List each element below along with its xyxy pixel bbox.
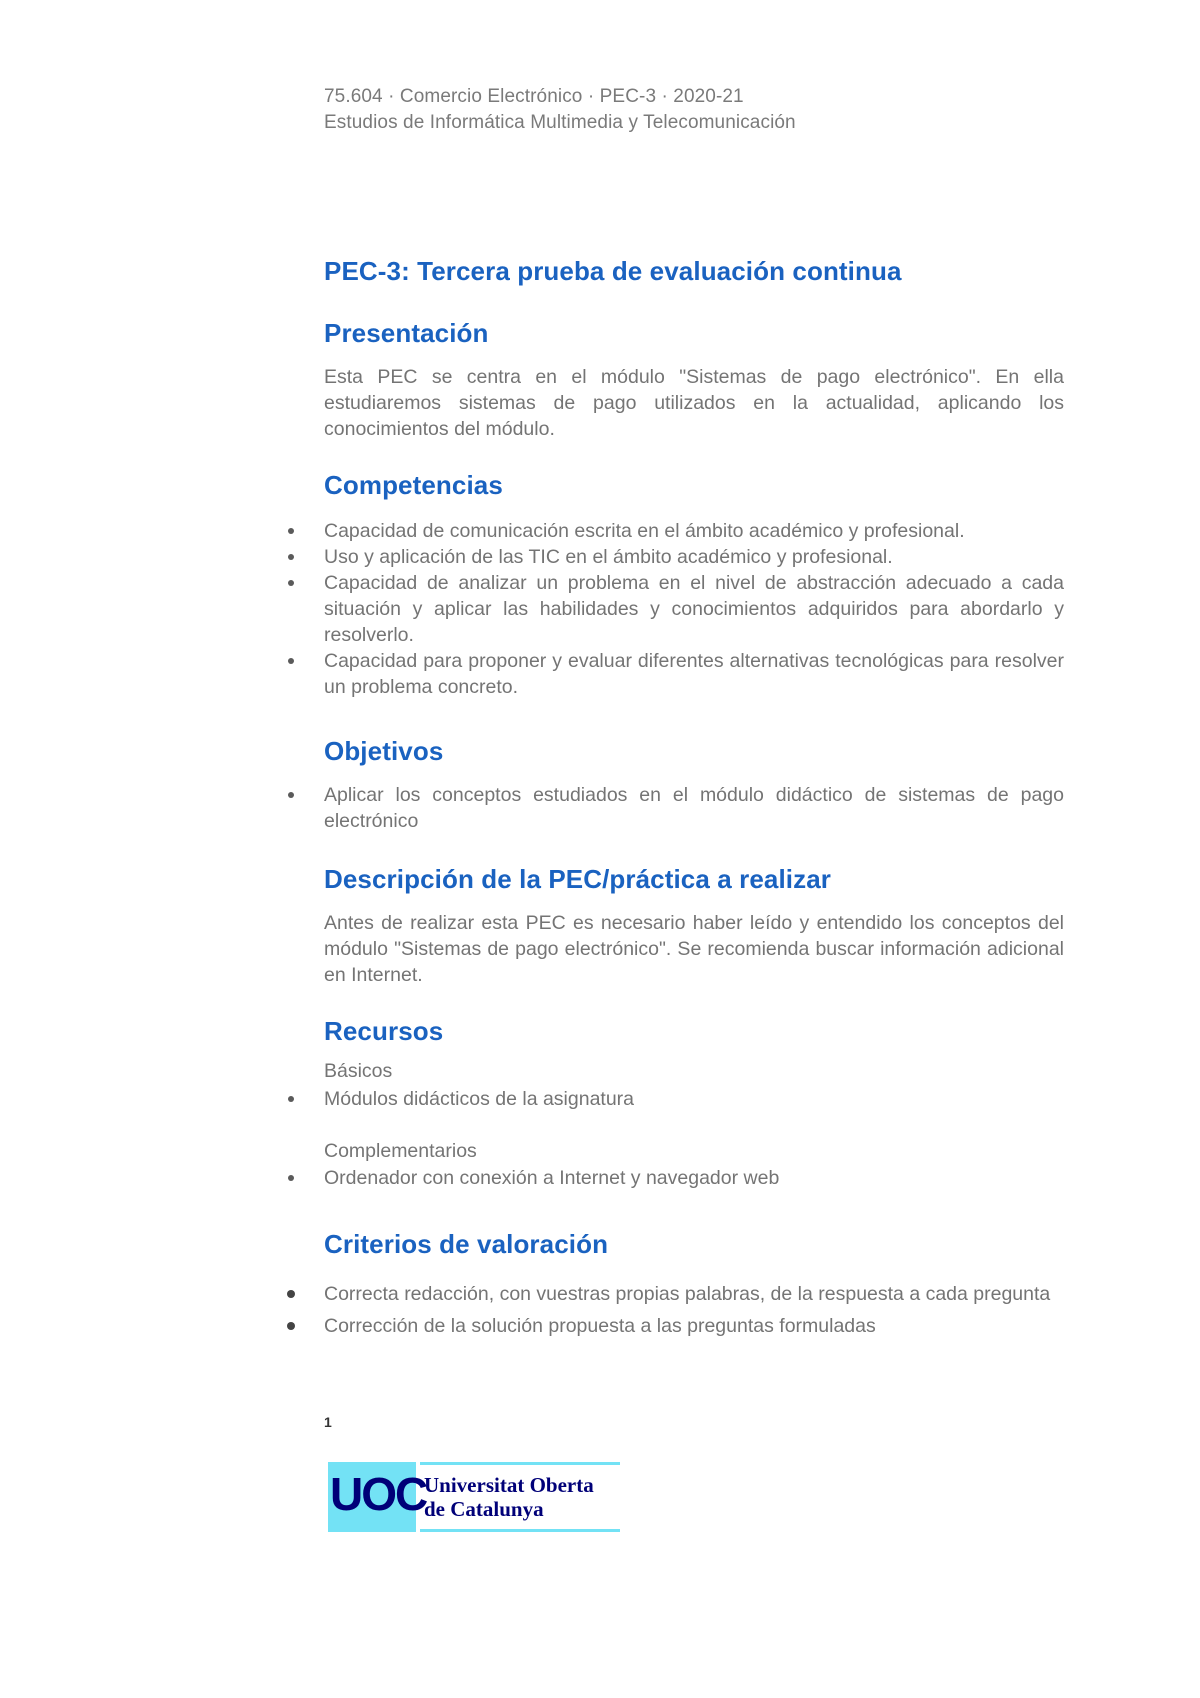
recursos-complementarios-label: Complementarios (324, 1140, 477, 1162)
bullet-icon (288, 1175, 294, 1181)
list-item: Capacidad para proponer y evaluar diferentes alternativas tecnológicas para resolver un problema concreto. (288, 648, 1064, 700)
bullet-icon (288, 528, 294, 534)
uoc-logo (328, 1462, 620, 1532)
heading-descripcion: Descripción de la PEC/práctica a realizar (324, 864, 831, 894)
list-item: Correcta redacción, con vuestras propias palabras, de la respuesta a cada pregunta (288, 1281, 1064, 1307)
recursos-basicos-label: Básicos (324, 1060, 393, 1082)
recursos-basicos-list (288, 1086, 1064, 1112)
page-title: PEC-3: Tercera prueba de evaluación continua (324, 256, 902, 286)
bullet-icon (288, 792, 294, 798)
heading-presentacion: Presentación (324, 318, 489, 348)
bullet-icon (287, 1290, 295, 1298)
list-item: Corrección de la solución propuesta a las preguntas formuladas (288, 1313, 1064, 1339)
criterios-list (288, 1281, 1064, 1339)
bullet-icon (288, 554, 294, 560)
list-item: Capacidad de comunicación escrita en el ámbito académico y profesional. (288, 518, 1064, 544)
bullet-icon (287, 1322, 295, 1330)
logo-text-line2: de Catalunya (424, 1497, 544, 1521)
bullet-icon (288, 580, 294, 586)
heading-recursos: Recursos (324, 1016, 444, 1046)
list-item: Capacidad de analizar un problema en el nivel de abstracción adecuado a cada situación y aplicar las habilidades y conocimientos adquiridos para abordarlo y resolverlo. (288, 570, 1064, 648)
logo-text-line1: Universitat Oberta (424, 1473, 594, 1497)
descripcion-paragraph: Antes de realizar esta PEC es necesario haber leído y entendido los conceptos del módulo "Sistemas de pago electrónico". Se recomienda buscar información adicional en Internet. (324, 912, 1064, 986)
heading-competencias: Competencias (324, 470, 503, 500)
bullet-icon (288, 1096, 294, 1102)
list-item: Ordenador con conexión a Internet y navegador web (288, 1165, 1064, 1191)
list-item: Módulos didácticos de la asignatura (288, 1086, 1064, 1112)
heading-objetivos: Objetivos (324, 736, 444, 766)
bullet-icon (288, 658, 294, 664)
presentacion-paragraph: Esta PEC se centra en el módulo "Sistemas de pago electrónico". En ella estudiaremos sistemas de pago utilizados en la actualidad, aplicando los conocimientos del módulo. (324, 366, 1064, 440)
competencias-list (288, 518, 1064, 700)
header-course-line: 75.604 · Comercio Electrónico · PEC-3 · 2020-21 (324, 86, 744, 107)
list-item: Aplicar los conceptos estudiados en el módulo didáctico de sistemas de pago electrónico (288, 782, 1064, 834)
page-number: 1 (324, 1414, 332, 1430)
logo-bottom-rule (420, 1529, 620, 1532)
running-header (324, 84, 796, 136)
objetivos-list (288, 782, 1064, 834)
recursos-complementarios-list (288, 1165, 1064, 1191)
heading-criterios: Criterios de valoración (324, 1229, 609, 1259)
list-item: Uso y aplicación de las TIC en el ámbito académico y profesional. (288, 544, 1064, 570)
logo-mark: UOC (330, 1468, 427, 1520)
logo-top-rule (420, 1462, 620, 1465)
header-studies-line: Estudios de Informática Multimedia y Telecomunicación (324, 112, 796, 133)
